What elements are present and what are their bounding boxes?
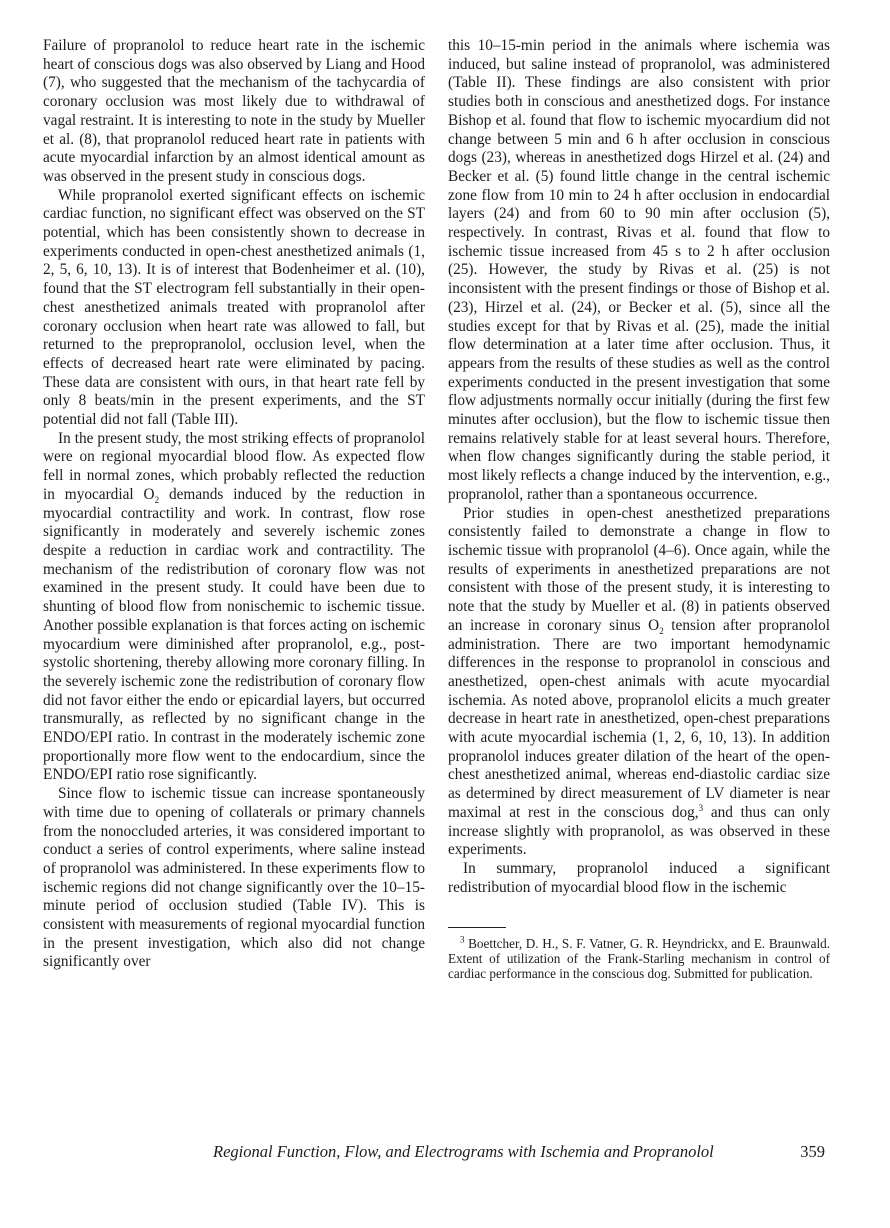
running-title: Regional Function, Flow, and Electrograms with Ischemia and Propranolol bbox=[213, 1142, 714, 1161]
footnote-reference[interactable]: 3 bbox=[698, 802, 704, 813]
paragraph-blood-flow bbox=[43, 430, 425, 785]
paragraph-prior-studies-continued: this 10–15-min period in the animals where ischemia was induced, but saline instead of propranolol, was administered (Table II). These findings are also consistent with prior studies both in conscious and anesthetized dogs. For instance Bishop et al. found that flow to ischemic myocardium did not change between 5 min and 6 h after occlusion in conscious dogs (23), whereas in anesthetized dogs Hirzel et al. (24) and Becker et al. (5) found little change in the central ischemic zone flow from 10 min to 24 h after occlusion in endocardial layers (24) and from 60 to 90 min after occlusion (5), respectively. In contrast, Rivas et al. found that flow to ischemic tissue increased from 45 s to 2 h after occlusion (25). However, the study by Rivas et al. (25) is not inconsistent with the present findings or those of Bishop et al. (23), Hirzel et al. (24), or Becker et al. (5), since all the studies except for that by Rivas et al. (25), made the initial flow determination at a later time after occlusion. Thus, it appears from the results of these studies as well as the control experiments conducted in the present investigation that some flow adjustments normally occur initially (during the first few minutes after occlusion), but the flow to ischemic tissue then remains relatively stable for at least several hours. Therefore, when flow changes significantly during the stable period, it most likely reflects a change induced by the intervention, e.g., propranolol, rather than a spontaneous occurrence. bbox=[448, 37, 830, 503]
paragraph-open-chest-comparison bbox=[448, 505, 830, 860]
footnote-text: Boettcher, D. H., S. F. Vatner, G. R. Heyndrickx, and E. Braunwald. Extent of utilization of the Frank-Starling mechanism in control of cardiac performance in the conscious dog. Submitted for publication. bbox=[448, 936, 830, 982]
subscript: 2 bbox=[154, 494, 160, 505]
left-column bbox=[43, 37, 425, 972]
footnote bbox=[448, 936, 830, 981]
text-segment: In the present study, the most striking effects of propranolol were on regional myocardial blood flow. As expected flow fell in normal zones, which probably reflected the reduction in myocardial O bbox=[43, 429, 425, 503]
paragraph-control-experiments: Since flow to ischemic tissue can increase spontaneously with time due to opening of collaterals or primary channels from the nonoccluded arteries, it was considered important to conduct a series of control experiments, where saline instead of propranolol was administered. In these experiments flow to ischemic regions did not change significantly over the 10–15-minute period of occlusion studied (Table IV). This is consistent with measurements of regional myocardial function in the present investigation, which also did not change significantly over bbox=[43, 785, 425, 971]
subscript: 2 bbox=[659, 625, 664, 636]
running-footer bbox=[213, 1142, 825, 1162]
paragraph-heart-rate: Failure of propranolol to reduce heart rate in the ischemic heart of conscious dogs was also observed by Liang and Hood (7), who suggested that the mechanism of the tachycardia of coronary occlusion was most likely due to withdrawal of vagal restraint. It is interesting to note in the study by Mueller et al. (8), that propranolol reduced heart rate in patients with acute myocardial infarction by an almost identical amount as was observed in the present study in conscious dogs. bbox=[43, 37, 425, 185]
text-segment: tension after propranolol administration. There are two important hemodynamic differences in the response to propranolol in conscious and anesthetized, open-chest animals with acute myocardial ischemia. As noted above, propranolol elicits a much greater decrease in heart rate in anesthetized, open-chest preparations with acute myocardial ischemia (1, 2, 6, 10, 13). In addition propranolol induces greater dilation of the heart of the open-chest anesthetized animal, whereas end-diastolic cardiac size as determined by direct measurement of LV diameter is near maximal at rest in the conscious dog, bbox=[448, 616, 831, 821]
page-number: 359 bbox=[800, 1142, 825, 1161]
right-column bbox=[448, 37, 830, 981]
paragraph-st-potential: While propranolol exerted significant effects on ischemic cardiac function, no significant effect was observed on the ST potential, which has been consistently shown to decrease in experiments conducted in open-chest anesthetized animals (1, 2, 5, 6, 10, 13). It is of interest that Bodenheimer et al. (10), found that the ST electrogram fell substantially in their open-chest anesthetized animals treated with propranolol after coronary occlusion when heart rate was allowed to fall, but returned to the prepropranolol, occlusion level, when the effects of decreased heart rate were eliminated by pacing. These data are consistent with ours, in that heart rate fell by only 8 beats/min in the present experiments, and the ST potential did not fall (Table III). bbox=[43, 186, 425, 429]
footnote-marker: 3 bbox=[460, 934, 465, 945]
text-segment: Prior studies in open-chest anesthetized preparations consistently failed to demonstrate a change in flow to ischemic tissue with propranolol (4–6). Once again, while the results of experiments in anesthetized preparations are not consistent with those of the present study, it is interesting to note that the study by Mueller et al. (8) in patients observed an increase in coronary sinus O bbox=[448, 504, 830, 634]
text-segment: demands induced by the reduction in myocardial contractility and work. In contrast, flow rose significantly in moderately and severely ischemic zones despite a reduction in cardiac work and contractility. The mechanism of the redistribution of coronary flow was not examined in the present study. It could have been due to shunting of blood flow from nonischemic to ischemic tissue. Another possible explanation is that forces acting on ischemic myocardium were diminished after propranolol, e.g., post-systolic shortening, thereby allowing more coronary filling. In the severely ischemic zone the redistribution of coronary flow did not favor either the endo or epicardial layers, but occurred transmurally, as reflected by no significant change in the ENDO/EPI ratio. In contrast in the moderately ischemic zone proportionally more flow went to the endocardium, since the ENDO/EPI ratio rose significantly. bbox=[43, 485, 425, 784]
paragraph-summary: In summary, propranolol induced a significant redistribution of myocardial blood flow in the ischemic bbox=[448, 859, 830, 896]
footnote-divider bbox=[448, 927, 506, 928]
text-segment: and thus can only increase slightly with propranolol, as was observed in these experiments. bbox=[448, 803, 830, 859]
